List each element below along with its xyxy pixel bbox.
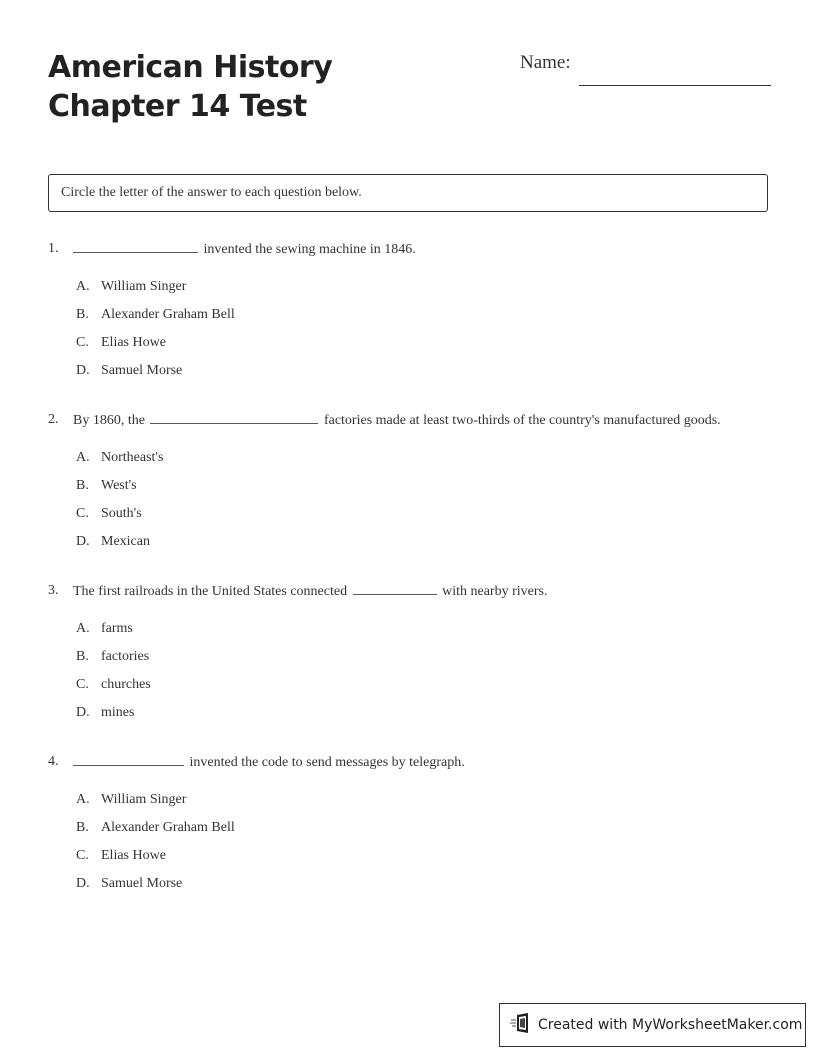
question-stem: [48, 410, 768, 430]
option-text: churches: [101, 677, 151, 692]
title-line-1: American History: [48, 50, 333, 85]
option-letter[interactable]: C.: [76, 677, 89, 692]
option-text: Alexander Graham Bell: [101, 307, 235, 322]
option-letter[interactable]: B.: [76, 820, 89, 835]
title-line-2: Chapter 14 Test: [48, 89, 307, 124]
option-letter[interactable]: C.: [76, 848, 89, 863]
question-stem: [48, 239, 768, 259]
question-number: 2.: [48, 412, 59, 427]
option-letter[interactable]: B.: [76, 649, 89, 664]
option-text: Elias Howe: [101, 335, 166, 350]
question-number: 4.: [48, 754, 59, 769]
question-3: [48, 581, 768, 720]
answer-blank: [73, 752, 184, 766]
question-stem: [48, 581, 768, 601]
question-text: The first railroads in the United States connected with nearby rivers.: [73, 581, 547, 602]
option-letter[interactable]: B.: [76, 307, 89, 322]
option-letter[interactable]: D.: [76, 534, 90, 549]
option-letter[interactable]: A.: [76, 450, 90, 465]
name-blank-line[interactable]: [579, 85, 771, 86]
question-stem: [48, 752, 768, 772]
option-text: Mexican: [101, 534, 150, 549]
question-1: [48, 239, 768, 378]
option-text: William Singer: [101, 792, 187, 807]
option-text: Alexander Graham Bell: [101, 820, 235, 835]
option-letter[interactable]: A.: [76, 621, 90, 636]
option-text: Samuel Morse: [101, 876, 183, 891]
option-letter[interactable]: A.: [76, 792, 90, 807]
question-4: [48, 752, 768, 891]
question-text: invented the code to send messages by telegraph.: [73, 752, 465, 773]
instructions-box: [48, 174, 768, 212]
instructions-text: Circle the letter of the answer to each question below.: [61, 185, 362, 200]
option-letter[interactable]: D.: [76, 363, 90, 378]
option-letter[interactable]: D.: [76, 876, 90, 891]
option-text: West's: [101, 478, 137, 493]
answer-blank: [150, 410, 318, 424]
question-text: invented the sewing machine in 1846.: [73, 239, 416, 260]
option-letter[interactable]: C.: [76, 335, 89, 350]
option-letter[interactable]: C.: [76, 506, 89, 521]
name-label: Name:: [520, 52, 571, 73]
option-text: Elias Howe: [101, 848, 166, 863]
question-text: By 1860, the factories made at least two-thirds of the country's manufactured goods.: [73, 410, 721, 431]
option-letter[interactable]: B.: [76, 478, 89, 493]
worksheet-title: [48, 48, 332, 126]
question-number: 3.: [48, 583, 59, 598]
option-letter[interactable]: A.: [76, 279, 90, 294]
option-text: William Singer: [101, 279, 187, 294]
option-text: farms: [101, 621, 133, 636]
question-number: 1.: [48, 241, 59, 256]
worksheet-maker-logo-icon: [510, 1012, 538, 1038]
name-field[interactable]: [520, 52, 771, 74]
option-text: South's: [101, 506, 142, 521]
option-text: mines: [101, 705, 135, 720]
question-2: [48, 410, 768, 549]
footer-badge[interactable]: [499, 1003, 806, 1047]
option-text: factories: [101, 649, 150, 664]
answer-blank: [73, 239, 198, 253]
option-letter[interactable]: D.: [76, 705, 90, 720]
option-text: Northeast's: [101, 450, 164, 465]
footer-text[interactable]: Created with MyWorksheetMaker.com: [538, 1017, 803, 1033]
answer-blank: [353, 581, 437, 595]
option-text: Samuel Morse: [101, 363, 183, 378]
